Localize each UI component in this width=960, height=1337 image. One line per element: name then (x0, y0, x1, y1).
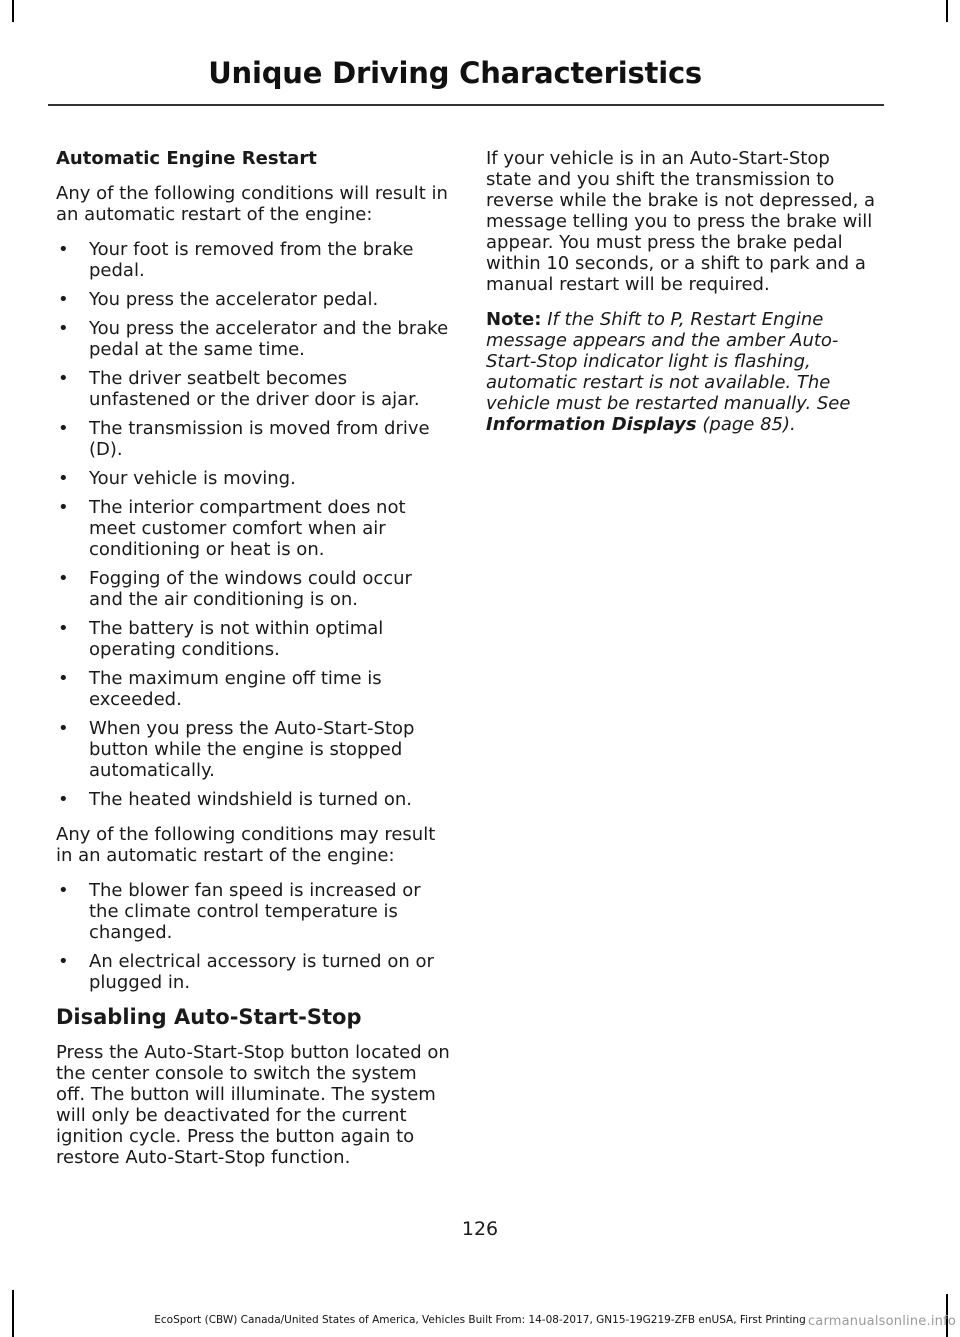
crop-mark-top-right (946, 0, 948, 22)
note-paragraph (486, 309, 880, 435)
note-text: If the Shift to P, Restart Engine message appears and the amber Auto-Start-Stop indicator light is flashing, automatic restart is not available. The vehicle must be restarted manually. See (486, 309, 851, 414)
left-column (56, 148, 450, 1182)
header-divider (48, 104, 884, 106)
possible-restart-conditions-list (56, 880, 450, 993)
list-item: • The transmission is moved from drive (D). (56, 418, 450, 460)
right-column (486, 148, 880, 449)
reverse-shift-paragraph: If your vehicle is in an Auto-Start-Stop state and you shift the transmission to reverse while the brake is not depressed, a message telling you to press the brake will appear. You must press the brake pedal within 10 seconds, or a shift to park and a manual restart will be required. (486, 148, 876, 295)
list-item: • The heated windshield is turned on. (56, 789, 450, 810)
list-item: • An electrical accessory is turned on or plugged in. (56, 951, 450, 993)
page-number: 126 (461, 1218, 499, 1240)
watermark: carmanualsonline.info (807, 1314, 956, 1329)
footer-text: EcoSport (CBW) Canada/United States of America, Vehicles Built From: 14-08-2017, GN15-19G219-ZFB enUSA, First Printing (154, 1314, 806, 1326)
section-heading-automatic-restart: Automatic Engine Restart (56, 148, 317, 169)
list-item: • The battery is not within optimal operating conditions. (56, 618, 450, 660)
list-item: • The blower fan speed is increased or the climate control temperature is changed. (56, 880, 450, 943)
list-item: • Fogging of the windows could occur and the air conditioning is on. (56, 568, 450, 610)
page-title: Unique Driving Characteristics (208, 56, 702, 90)
list-item: • When you press the Auto-Start-Stop button while the engine is stopped automatically. (56, 718, 450, 781)
disabling-paragraph: Press the Auto-Start-Stop button located on the center console to switch the system off. The button will illuminate. The system will only be deactivated for the current ignition cycle. Press the button again to restore Auto-Start-Stop function. (56, 1042, 450, 1168)
intro-paragraph-will: Any of the following conditions will result in an automatic restart of the engine: (56, 183, 448, 225)
list-item: • Your vehicle is moving. (56, 468, 450, 489)
crop-mark-top-left (12, 0, 14, 22)
intro-paragraph-may: Any of the following conditions may result in an automatic restart of the engine: (56, 824, 436, 866)
information-displays-link[interactable]: Information Displays (486, 414, 697, 435)
note-label: Note: (486, 309, 542, 330)
section-heading-disabling: Disabling Auto-Start-Stop (56, 1005, 362, 1029)
restart-conditions-list (56, 239, 450, 810)
list-item: • The maximum engine off time is exceeded. (56, 668, 450, 710)
list-item: • Your foot is removed from the brake pedal. (56, 239, 450, 281)
page-reference: (page 85). (702, 414, 796, 435)
list-item: • You press the accelerator and the brake pedal at the same time. (56, 318, 450, 360)
list-item: • The driver seatbelt becomes unfastened or the driver door is ajar. (56, 368, 450, 410)
list-item: • The interior compartment does not meet customer comfort when air conditioning or heat is on. (56, 497, 450, 560)
list-item: • You press the accelerator pedal. (56, 289, 450, 310)
